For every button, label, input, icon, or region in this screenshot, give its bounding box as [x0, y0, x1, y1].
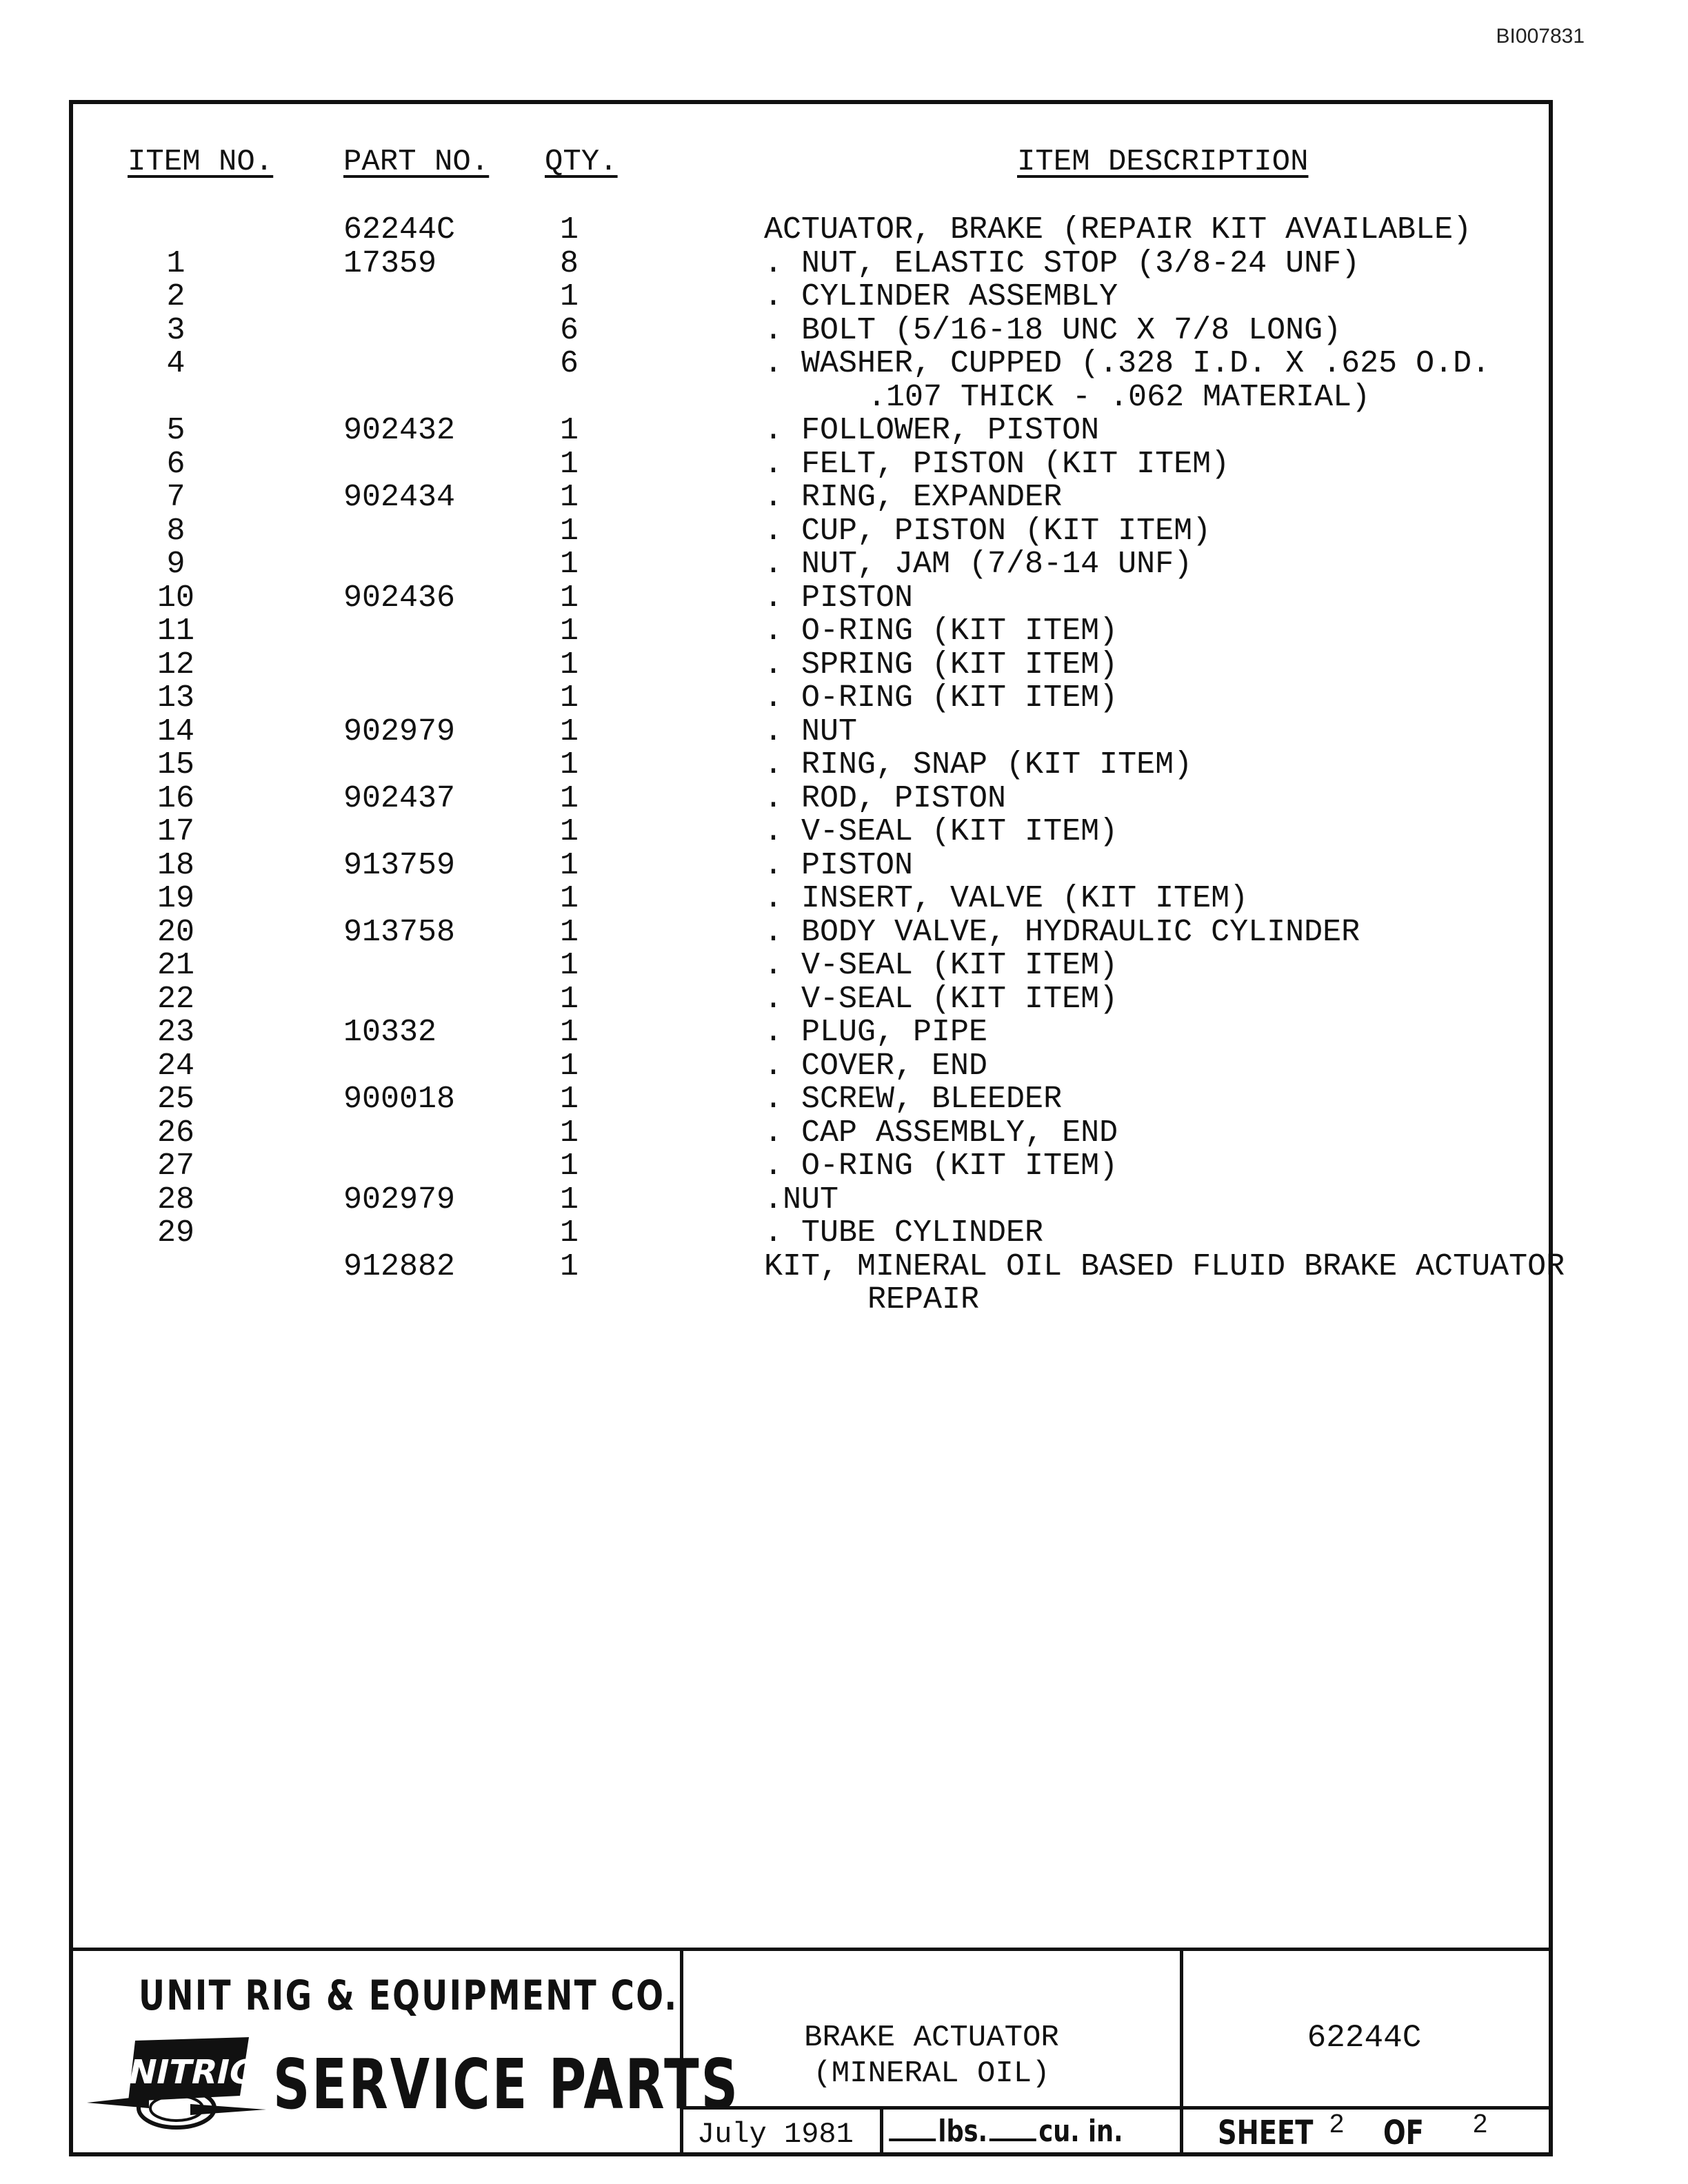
quantity-cell: 1 — [560, 1115, 579, 1151]
title-line-2: (MINERAL OIL) — [813, 2056, 1050, 2091]
item-number-cell: 2 — [166, 279, 185, 314]
description-cell: . FOLLOWER, PISTON — [764, 413, 1100, 448]
table-row — [0, 1217, 1688, 1251]
item-number-cell: 9 — [166, 547, 185, 582]
company-name: UNIT RIG & EQUIPMENT CO. — [139, 1972, 679, 2020]
quantity-cell: 1 — [560, 1082, 579, 1117]
description-cell: . NUT — [764, 714, 858, 749]
item-number-cell: 21 — [157, 948, 194, 983]
logo-text: UNITRIG — [98, 2053, 261, 2092]
item-number-cell: 29 — [157, 1215, 194, 1251]
description-cell: KIT, MINERAL OIL BASED FLUID BRAKE ACTUATOR — [764, 1248, 1565, 1284]
description-cell: . COVER, END — [764, 1048, 988, 1084]
table-row — [0, 582, 1688, 616]
description-continuation: .107 THICK - .062 MATERIAL) — [867, 379, 1371, 415]
quantity-cell: 1 — [560, 847, 579, 883]
table-row — [0, 1248, 1688, 1284]
part-number-cell: 902434 — [343, 480, 456, 515]
description-cell: .NUT — [764, 1182, 839, 1217]
table-row — [0, 816, 1688, 849]
part-number-cell: 62244C — [343, 212, 456, 247]
table-row — [0, 615, 1688, 649]
sheet-label: SHEET — [1218, 2114, 1314, 2152]
issue-date: July 1981 — [697, 2118, 854, 2151]
part-number-cell: 913758 — [343, 914, 456, 950]
description-continuation: REPAIR — [867, 1282, 980, 1317]
document-id: BI007831 — [1496, 25, 1585, 48]
drawing-part-number: 62244C — [1307, 2020, 1422, 2056]
description-cell: ACTUATOR, BRAKE (REPAIR KIT AVAILABLE) — [764, 212, 1472, 247]
item-number-cell: 16 — [157, 780, 194, 816]
description-cell: . V-SEAL (KIT ITEM) — [764, 814, 1118, 849]
description-cell: . WASHER, CUPPED (.328 I.D. X .625 O.D. — [764, 346, 1491, 381]
part-number-cell: 902979 — [343, 714, 456, 749]
description-cell: . PISTON — [764, 580, 914, 616]
item-number-cell: 27 — [157, 1149, 194, 1184]
sheet-number: 2 — [1329, 2110, 1345, 2138]
quantity-cell: 1 — [560, 981, 579, 1017]
item-number-cell: 28 — [157, 1182, 194, 1217]
table-row — [0, 414, 1688, 448]
header-part-no: PART NO. — [343, 145, 490, 179]
description-cell: . BOLT (5/16-18 UNC X 7/8 LONG) — [764, 312, 1342, 348]
item-number-cell: 10 — [157, 580, 194, 616]
quantity-cell: 8 — [560, 245, 579, 281]
description-cell: . TUBE CYLINDER — [764, 1215, 1044, 1251]
of-label: OF — [1383, 2114, 1424, 2152]
header-item-description: ITEM DESCRIPTION — [1017, 145, 1309, 179]
item-number-cell: 26 — [157, 1115, 194, 1151]
table-row — [0, 782, 1688, 816]
table-row — [0, 983, 1688, 1017]
table-row — [0, 749, 1688, 782]
part-number-cell: 17359 — [343, 245, 437, 281]
table-row — [0, 314, 1688, 348]
description-cell: . ROD, PISTON — [764, 780, 1007, 816]
title-line-1: BRAKE ACTUATOR — [804, 2021, 1059, 2055]
header-qty: QTY. — [545, 145, 618, 179]
quantity-cell: 6 — [560, 346, 579, 381]
item-number-cell: 8 — [166, 513, 185, 549]
item-number-cell: 5 — [166, 413, 185, 448]
description-cell: . NUT, JAM (7/8-14 UNF) — [764, 547, 1193, 582]
quantity-cell: 1 — [560, 279, 579, 314]
table-row — [0, 281, 1688, 314]
cuin-label: cu. in. — [1038, 2114, 1123, 2149]
title-block — [73, 1948, 1549, 2156]
table-row — [0, 548, 1688, 582]
quantity-cell: 1 — [560, 1215, 579, 1251]
table-row — [0, 381, 1688, 415]
description-cell: . CAP ASSEMBLY, END — [764, 1115, 1118, 1151]
description-cell: . INSERT, VALVE (KIT ITEM) — [764, 881, 1249, 916]
part-number-cell: 912882 — [343, 1248, 456, 1284]
weight-blank — [889, 2138, 936, 2141]
item-number-cell: 25 — [157, 1082, 194, 1117]
table-row — [0, 1150, 1688, 1184]
table-row — [0, 949, 1688, 983]
quantity-cell: 1 — [560, 1248, 579, 1284]
quantity-cell: 1 — [560, 480, 579, 515]
table-row — [0, 1083, 1688, 1117]
sheet-total: 2 — [1473, 2110, 1488, 2138]
quantity-cell: 1 — [560, 614, 579, 649]
table-row — [0, 481, 1688, 515]
table-row — [0, 849, 1688, 883]
header-item-no: ITEM NO. — [128, 145, 274, 179]
drawing-title — [683, 2020, 1180, 2092]
quantity-cell: 1 — [560, 1149, 579, 1184]
item-number-cell: 12 — [157, 647, 194, 682]
part-number-cell: 10332 — [343, 1015, 437, 1050]
item-number-cell: 13 — [157, 680, 194, 716]
weight-volume-fields — [887, 2114, 1123, 2149]
quantity-cell: 1 — [560, 914, 579, 950]
item-number-cell: 22 — [157, 981, 194, 1017]
table-row — [0, 1117, 1688, 1151]
quantity-cell: 1 — [560, 547, 579, 582]
table-row — [0, 716, 1688, 749]
item-number-cell: 18 — [157, 847, 194, 883]
description-cell: . FELT, PISTON (KIT ITEM) — [764, 446, 1230, 482]
description-cell: . SCREW, BLEEDER — [764, 1082, 1063, 1117]
quantity-cell: 1 — [560, 212, 579, 247]
quantity-cell: 1 — [560, 714, 579, 749]
item-number-cell: 7 — [166, 480, 185, 515]
part-number-cell: 900018 — [343, 1082, 456, 1117]
quantity-cell: 1 — [560, 881, 579, 916]
unit-rig-logo — [87, 2027, 280, 2151]
title-block-divider — [880, 2106, 883, 2156]
description-cell: . PISTON — [764, 847, 914, 883]
quantity-cell: 1 — [560, 747, 579, 782]
description-cell: . V-SEAL (KIT ITEM) — [764, 981, 1118, 1017]
item-number-cell: 4 — [166, 346, 185, 381]
description-cell: . O-RING (KIT ITEM) — [764, 614, 1118, 649]
description-cell: . CUP, PISTON (KIT ITEM) — [764, 513, 1212, 549]
item-number-cell: 14 — [157, 714, 194, 749]
item-number-cell: 6 — [166, 446, 185, 482]
quantity-cell: 1 — [560, 1182, 579, 1217]
quantity-cell: 1 — [560, 948, 579, 983]
description-cell: . RING, SNAP (KIT ITEM) — [764, 747, 1193, 782]
table-row — [0, 247, 1688, 281]
quantity-cell: 1 — [560, 446, 579, 482]
quantity-cell: 1 — [560, 413, 579, 448]
item-number-cell: 23 — [157, 1015, 194, 1050]
quantity-cell: 1 — [560, 680, 579, 716]
table-row — [0, 1016, 1688, 1050]
description-cell: . O-RING (KIT ITEM) — [764, 680, 1118, 716]
quantity-cell: 1 — [560, 580, 579, 616]
table-row — [0, 882, 1688, 916]
quantity-cell: 1 — [560, 513, 579, 549]
description-cell: . CYLINDER ASSEMBLY — [764, 279, 1118, 314]
item-number-cell: 15 — [157, 747, 194, 782]
part-number-cell: 902436 — [343, 580, 456, 616]
table-row — [0, 347, 1688, 381]
table-row — [0, 1050, 1688, 1084]
part-number-cell: 913759 — [343, 847, 456, 883]
table-row — [0, 916, 1688, 950]
quantity-cell: 6 — [560, 312, 579, 348]
table-row — [0, 649, 1688, 682]
volume-blank — [989, 2138, 1036, 2141]
title-block-divider — [680, 2106, 1549, 2110]
item-number-cell: 17 — [157, 814, 194, 849]
item-number-cell: 24 — [157, 1048, 194, 1084]
quantity-cell: 1 — [560, 1015, 579, 1050]
service-parts-title: SERVICE PARTS — [273, 2044, 740, 2125]
description-cell: . BODY VALVE, HYDRAULIC CYLINDER — [764, 914, 1360, 950]
table-row — [0, 214, 1688, 247]
table-row — [0, 515, 1688, 549]
description-cell: . NUT, ELASTIC STOP (3/8-24 UNF) — [764, 245, 1360, 281]
lbs-label: lbs. — [938, 2114, 987, 2149]
table-row — [0, 682, 1688, 716]
part-number-cell: 902979 — [343, 1182, 456, 1217]
quantity-cell: 1 — [560, 814, 579, 849]
parts-list — [0, 214, 1688, 1317]
table-row — [0, 1284, 1688, 1317]
item-number-cell: 20 — [157, 914, 194, 950]
quantity-cell: 1 — [560, 780, 579, 816]
description-cell: . RING, EXPANDER — [764, 480, 1063, 515]
item-number-cell: 11 — [157, 614, 194, 649]
description-cell: . V-SEAL (KIT ITEM) — [764, 948, 1118, 983]
table-row — [0, 448, 1688, 482]
quantity-cell: 1 — [560, 1048, 579, 1084]
item-number-cell: 19 — [157, 881, 194, 916]
description-cell: . PLUG, PIPE — [764, 1015, 988, 1050]
part-number-cell: 902432 — [343, 413, 456, 448]
item-number-cell: 3 — [166, 312, 185, 348]
table-row — [0, 1184, 1688, 1217]
item-number-cell: 1 — [166, 245, 185, 281]
description-cell: . SPRING (KIT ITEM) — [764, 647, 1118, 682]
part-number-cell: 902437 — [343, 780, 456, 816]
quantity-cell: 1 — [560, 647, 579, 682]
description-cell: . O-RING (KIT ITEM) — [764, 1149, 1118, 1184]
